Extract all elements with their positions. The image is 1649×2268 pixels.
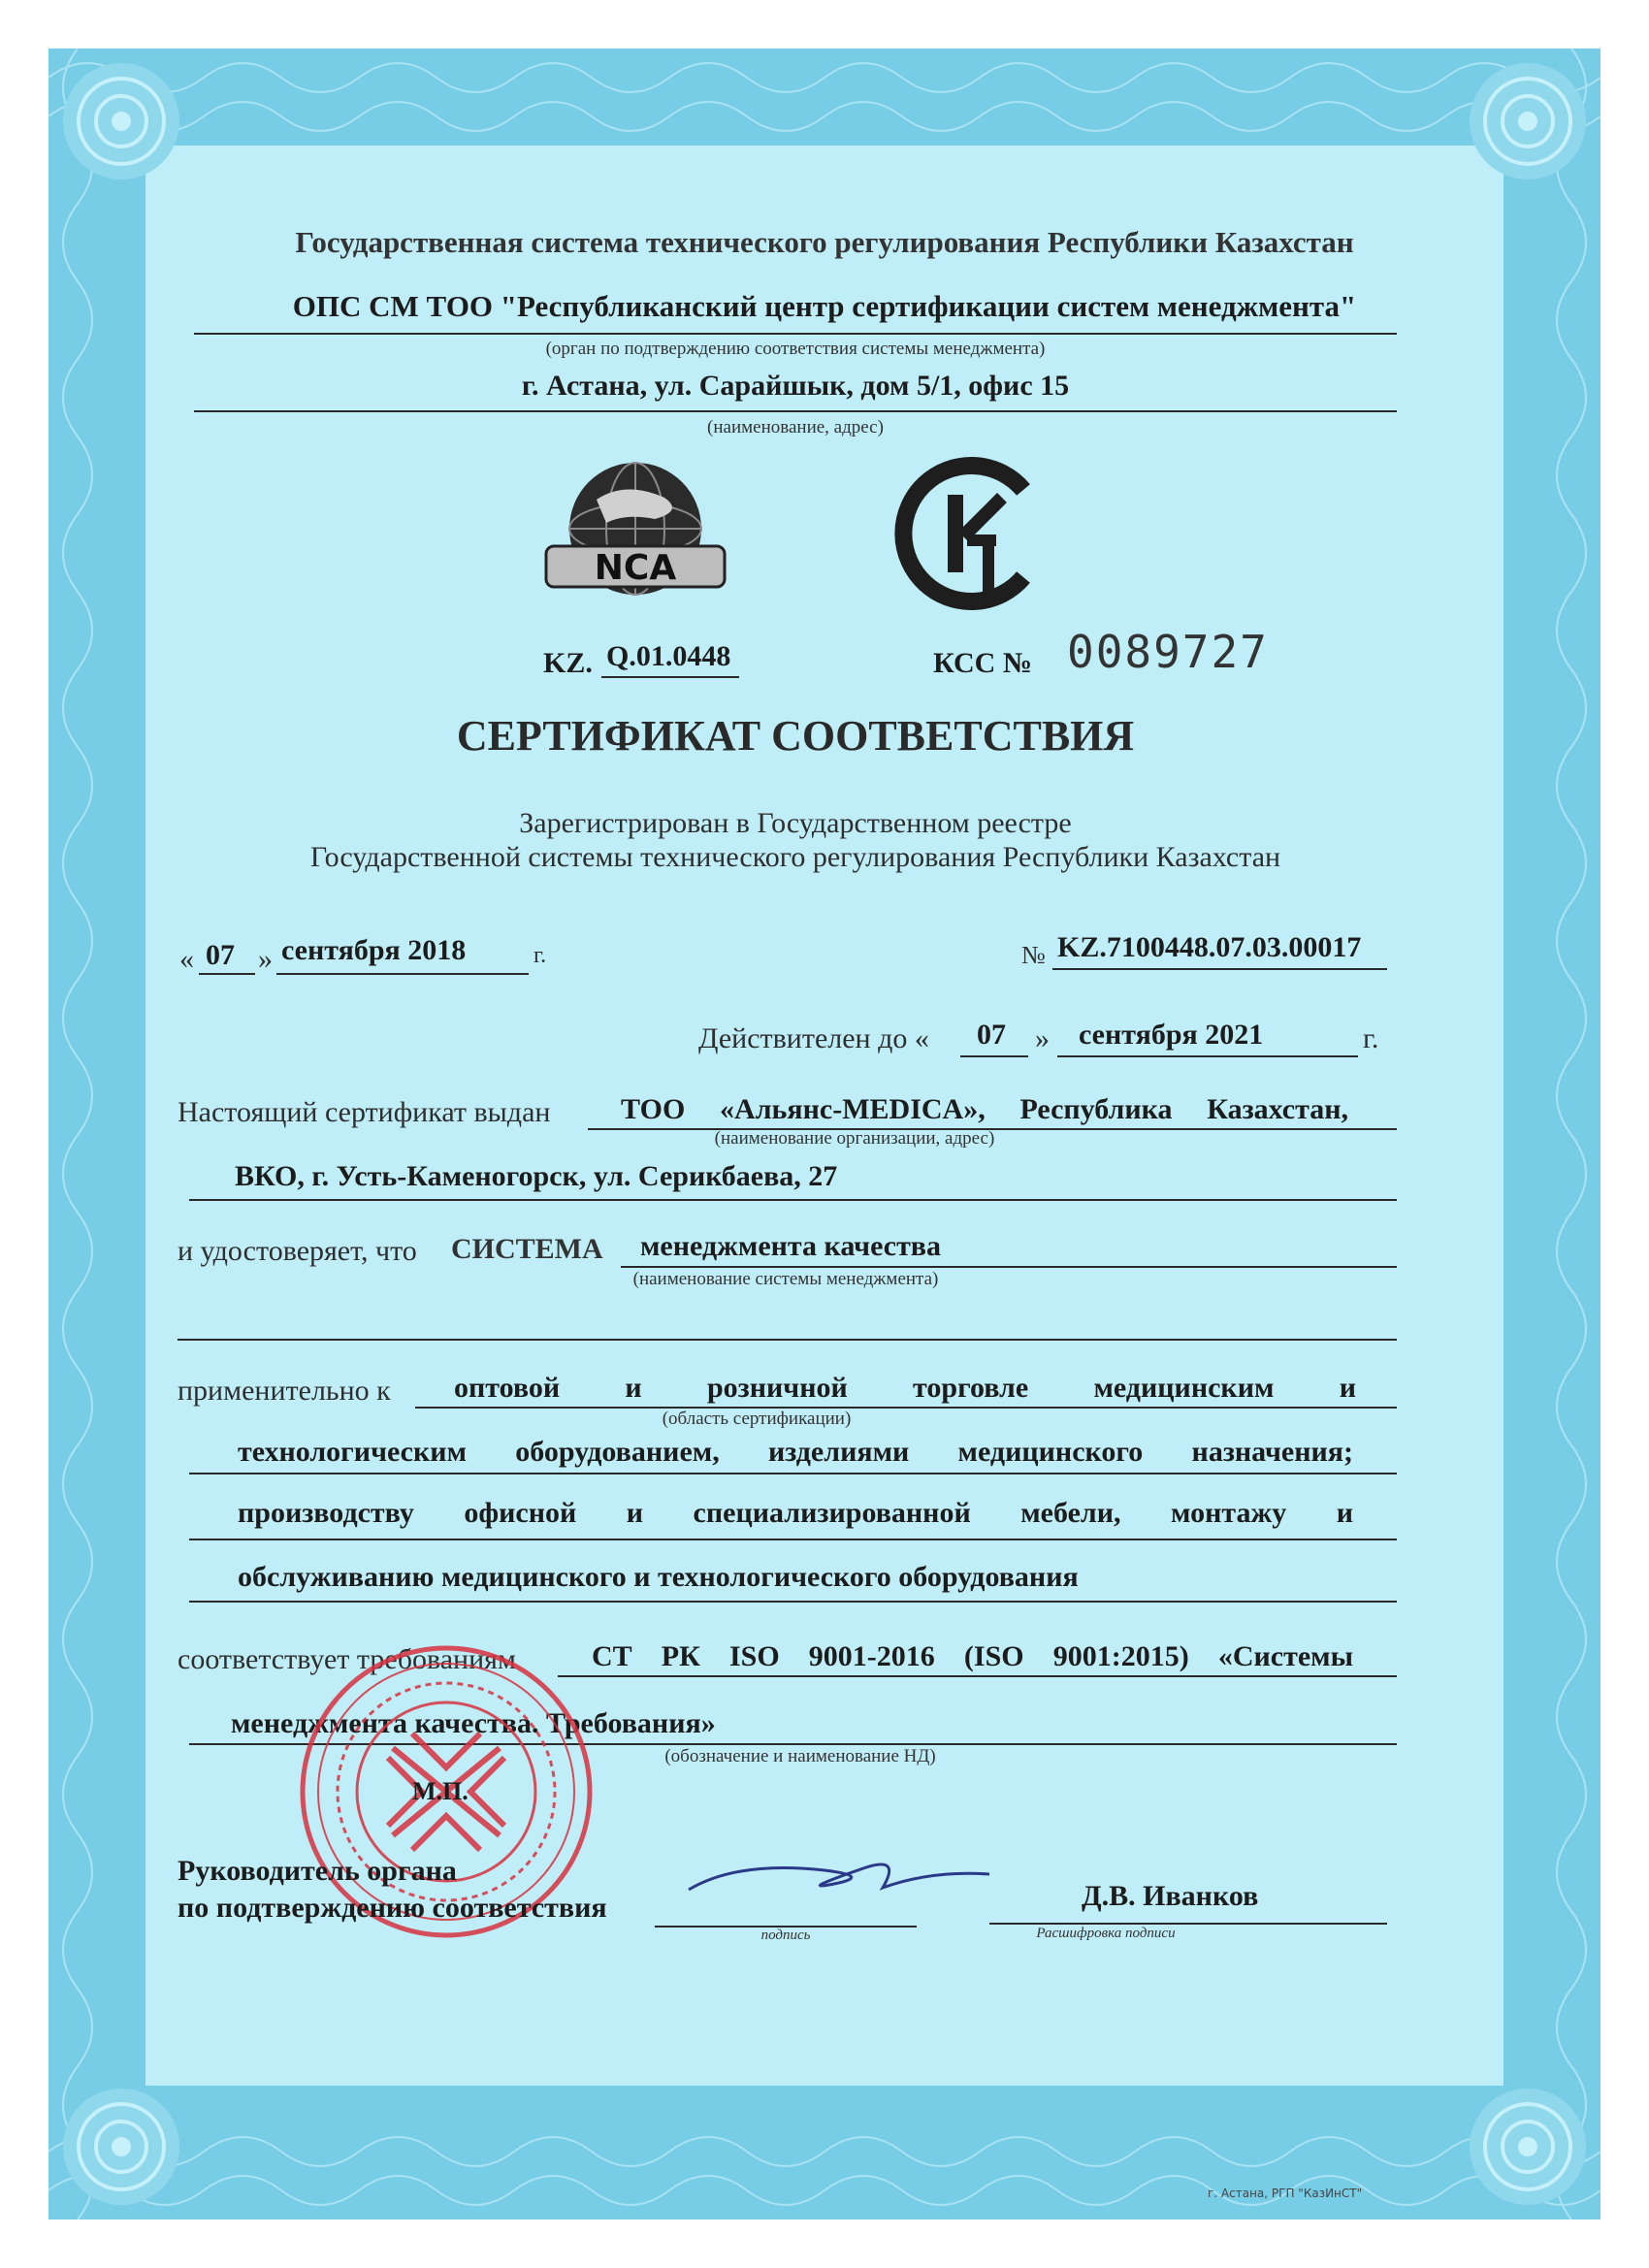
signatory-name: Д.В. Иванков [1082, 1880, 1259, 1912]
svg-text:NCA: NCA [594, 548, 677, 588]
registered-line-2: Государственной системы технического регулирования Республики Казахстан [309, 841, 1281, 873]
validity-label: Действителен до « [698, 1022, 929, 1054]
issued-to-label: Настоящий сертификат выдан [178, 1096, 551, 1128]
issue-month-year: сентября 2018 [281, 934, 467, 966]
scope-line-2: технологическим оборудованием, изделиями медицинского назначения; [238, 1436, 1353, 1468]
certification-body-name: ОПС СМ ТОО "Республиканский центр сертификации систем менеджмента" [292, 289, 1357, 323]
body-name-hint: (орган по подтверждению соответствия системы менеджмента) [545, 339, 1046, 359]
system-hint: (наименование системы менеджмента) [632, 1269, 939, 1289]
validity-quote-close: » [1035, 1022, 1050, 1054]
svg-text:KZ: KZ [970, 611, 972, 612]
address-hint: (наименование, адрес) [707, 417, 884, 437]
issued-to-line-2: ВКО, г. Усть-Каменогорск, ул. Серикбаева, 27 [235, 1160, 838, 1192]
stamp-place-label: М.П. [412, 1777, 469, 1805]
kss-serial-number: 0089727 [1067, 626, 1269, 678]
scope-line-1: оптовой и розничной торговле медицинским и [454, 1372, 1356, 1404]
system-label-prefix: и удостоверяет, что [178, 1235, 417, 1267]
issue-quote-close: » [258, 943, 273, 975]
standard-line-2: менеджмента качества. Требования» [231, 1707, 716, 1739]
kz-conformity-mark-logo [888, 451, 1052, 616]
certificate-number: KZ.7100448.07.03.00017 [1057, 931, 1362, 963]
issue-year-suffix: г. [534, 943, 547, 968]
validity-year-suffix: г. [1363, 1022, 1379, 1054]
issued-to-line-1: ТОО «Альянс-MEDICA», Республика Казахстан, [621, 1093, 1348, 1125]
validity-month-year: сентября 2021 [1079, 1019, 1264, 1051]
body-address: г. Астана, ул. Сарайшык, дом 5/1, офис 15 [521, 370, 1070, 402]
printer-imprint: г. Астана, РГП "КазИнСТ" [1208, 2187, 1363, 2200]
scope-hint: (область сертификации) [662, 1409, 852, 1429]
corner-rosette-icon [48, 2074, 194, 2219]
standard-line-1: СТ РК ISO 9001-2016 (ISO 9001:2015) «Системы [592, 1640, 1353, 1672]
issued-to-hint: (наименование организации, адрес) [714, 1128, 995, 1149]
system-label-bold: СИСТЕМА [451, 1233, 603, 1265]
registered-line-1: Зарегистрирован в Государственном реестре [519, 807, 1072, 839]
scope-label: применительно к [178, 1375, 391, 1407]
scope-line-4: обслуживанию медицинского и технологического оборудования [238, 1561, 1079, 1593]
kz-prefix: KZ. [543, 647, 593, 679]
system-title: Государственная система технического регулирования Республики Казахстан [295, 225, 1354, 259]
issue-quote-open: « [179, 943, 194, 975]
corner-rosette-icon [1455, 49, 1600, 194]
standard-hint: (обозначение и наименование НД) [664, 1746, 936, 1766]
accreditation-code: Q.01.0448 [606, 640, 731, 672]
signatory-role-line-2: по подтверждению соответствия [178, 1892, 607, 1924]
standard-label: соответствует требованиям [178, 1643, 516, 1675]
issue-day: 07 [206, 939, 235, 971]
corner-rosette-icon [1455, 2074, 1600, 2219]
name-hint: Расшифровка подписи [1036, 1926, 1176, 1941]
handwritten-signature [679, 1841, 999, 1909]
validity-day: 07 [977, 1019, 1006, 1051]
kss-label: КСС № [933, 647, 1032, 679]
certificate-title: СЕРТИФИКАТ СООТВЕТСТВИЯ [456, 712, 1135, 760]
signatory-role-line-1: Руководитель органа [178, 1855, 457, 1887]
nca-globe-logo [538, 451, 732, 606]
signature-hint: подпись [760, 1928, 811, 1943]
cert-number-label: № [1021, 941, 1046, 969]
management-system-name: менеджмента качества [640, 1230, 942, 1262]
scope-line-3: производству офисной и специализированной мебели, монтажу и [238, 1497, 1353, 1529]
corner-rosette-icon [48, 49, 194, 194]
